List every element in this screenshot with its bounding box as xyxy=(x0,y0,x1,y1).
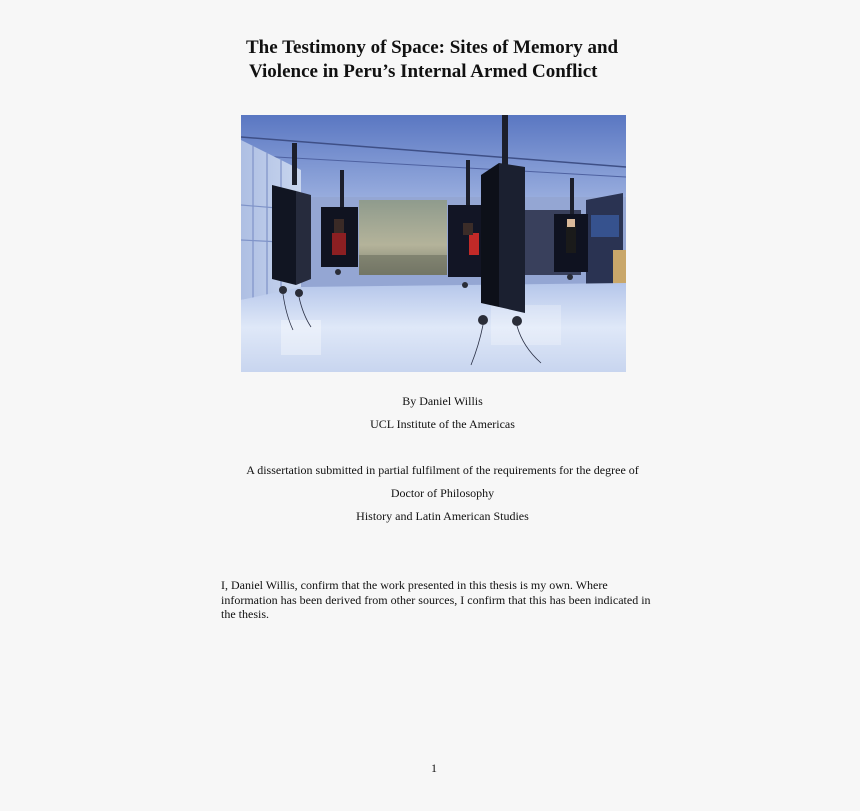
submission-statement: A dissertation submitted in partial fulfilment of the requirements for the degree of xyxy=(246,463,639,477)
department-line: History and Latin American Studies xyxy=(356,509,529,523)
degree-line: Doctor of Philosophy xyxy=(390,486,495,500)
originality-declaration: I, Daniel Willis, confirm that the work presented in this thesis is my own. Where information has been derived from other sources, I confirm that this has been indicated in the thesis. xyxy=(221,578,651,621)
page-number: 1 xyxy=(431,761,437,775)
thesis-title-line-2: Violence in Peru’s Internal Armed Conflict xyxy=(249,61,598,82)
exhibition-hall-photo xyxy=(241,115,626,372)
thesis-title-line-1: The Testimony of Space: Sites of Memory and xyxy=(246,37,619,58)
thesis-title xyxy=(246,36,666,84)
author-line: By Daniel Willis xyxy=(402,394,483,408)
institution-line: UCL Institute of the Americas xyxy=(370,417,515,431)
